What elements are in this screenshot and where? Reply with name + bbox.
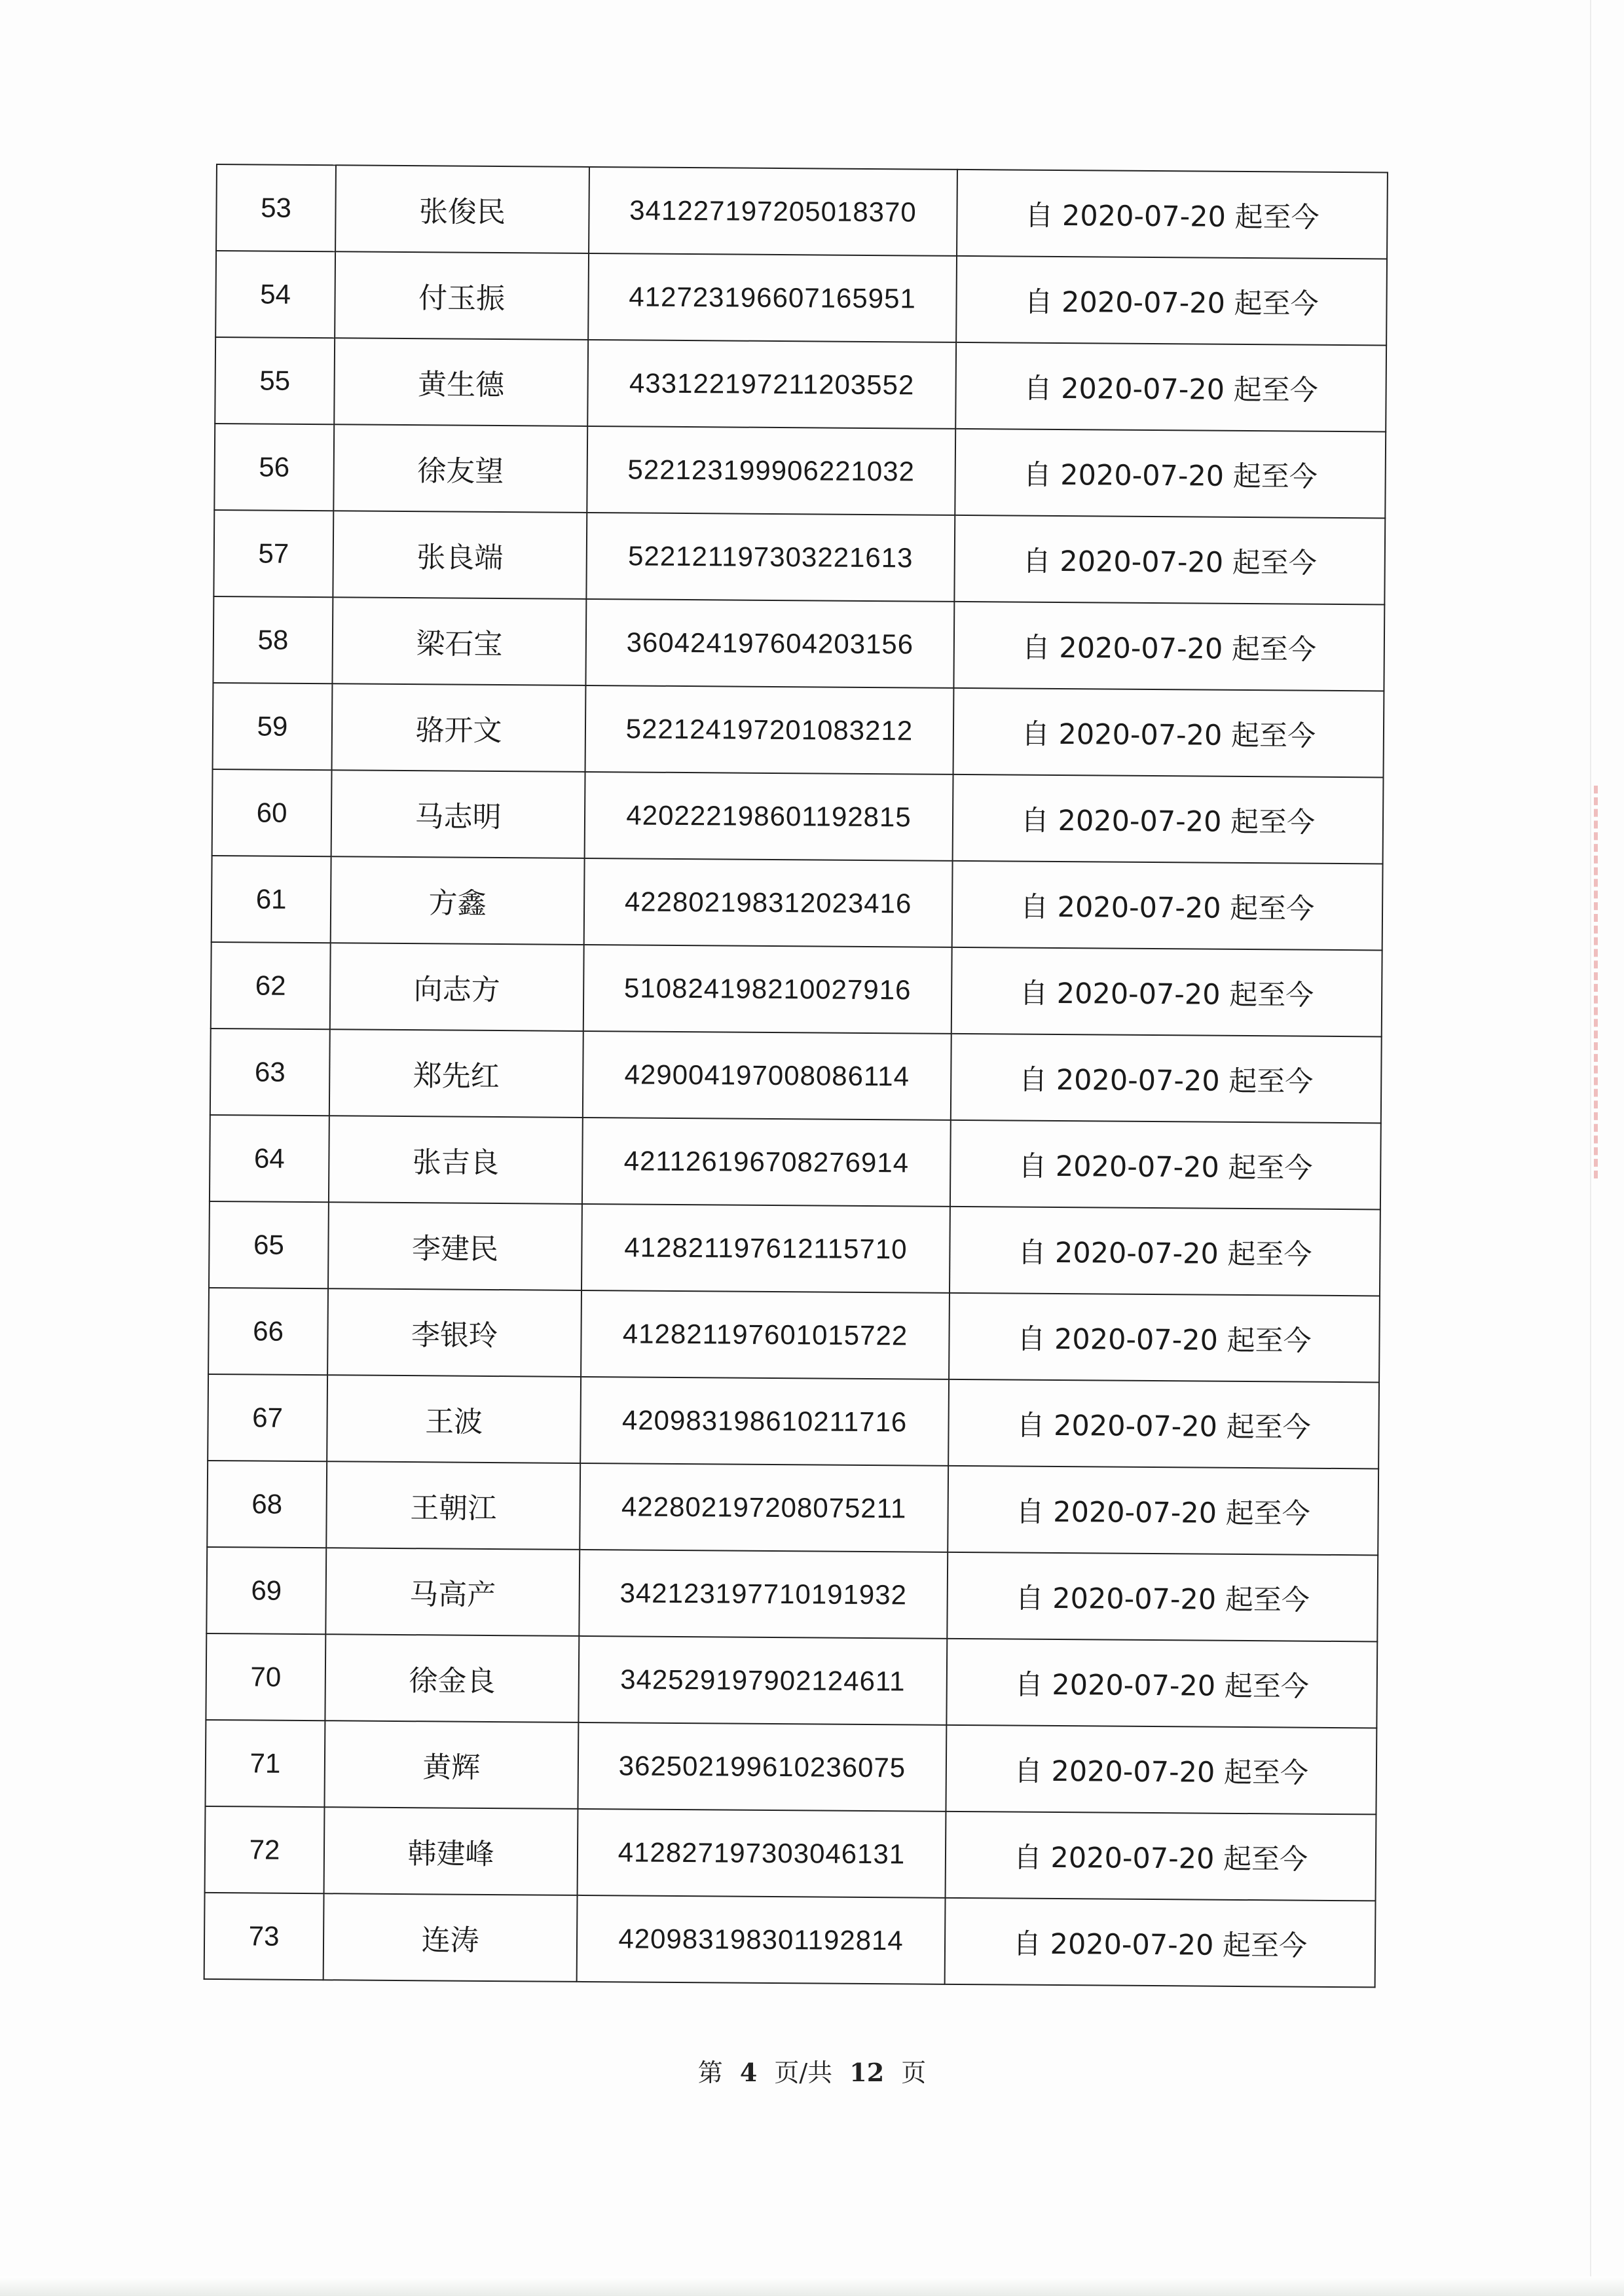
row-number-cell: 69 bbox=[206, 1547, 326, 1634]
employment-period-cell: 自 2020-07-20 起至今 bbox=[954, 515, 1385, 605]
table-row bbox=[216, 164, 1388, 259]
red-seal-edge-mark bbox=[1594, 786, 1624, 1178]
table-row bbox=[213, 510, 1385, 604]
employment-period-cell: 自 2020-07-20 起至今 bbox=[950, 1120, 1381, 1210]
row-number-cell: 65 bbox=[209, 1201, 329, 1288]
row-number-cell: 54 bbox=[215, 251, 335, 338]
employment-period-cell: 自 2020-07-20 起至今 bbox=[952, 861, 1383, 951]
id-number-cell: 429004197008086114 bbox=[583, 1031, 951, 1120]
table-row bbox=[208, 1374, 1379, 1468]
person-name-cell: 张吉良 bbox=[329, 1116, 583, 1204]
person-name-cell: 连涛 bbox=[323, 1893, 578, 1982]
employment-period-cell: 自 2020-07-20 起至今 bbox=[953, 688, 1384, 778]
employment-period-cell: 自 2020-07-20 起至今 bbox=[957, 170, 1388, 259]
row-number-cell: 73 bbox=[204, 1893, 324, 1980]
table-row bbox=[207, 1461, 1378, 1555]
person-name-cell: 徐友望 bbox=[333, 424, 587, 513]
person-name-cell: 向志方 bbox=[330, 943, 584, 1031]
employment-period-cell: 自 2020-07-20 起至今 bbox=[950, 1207, 1380, 1296]
person-name-cell: 付玉振 bbox=[335, 251, 589, 340]
employment-period-cell: 自 2020-07-20 起至今 bbox=[946, 1639, 1377, 1728]
table-row bbox=[206, 1633, 1377, 1728]
roster-table bbox=[204, 164, 1388, 1988]
row-number-cell: 59 bbox=[213, 683, 333, 770]
employment-period-cell: 自 2020-07-20 起至今 bbox=[951, 1034, 1382, 1123]
id-number-cell: 362502199610236075 bbox=[578, 1722, 946, 1812]
id-number-cell: 433122197211203552 bbox=[587, 340, 956, 429]
employment-period-cell: 自 2020-07-20 起至今 bbox=[946, 1812, 1376, 1901]
row-number-cell: 66 bbox=[208, 1288, 328, 1375]
table-row bbox=[213, 596, 1384, 691]
id-number-cell: 420222198601192815 bbox=[585, 772, 953, 861]
roster-table-container bbox=[204, 164, 1382, 1988]
employment-period-cell: 自 2020-07-20 起至今 bbox=[955, 342, 1386, 432]
row-number-cell: 53 bbox=[216, 164, 336, 251]
employment-period-cell: 自 2020-07-20 起至今 bbox=[945, 1898, 1376, 1988]
person-name-cell: 张俊民 bbox=[335, 165, 589, 253]
id-number-cell: 412821197601015722 bbox=[581, 1290, 950, 1379]
employment-period-cell: 自 2020-07-20 起至今 bbox=[953, 602, 1384, 691]
table-row bbox=[210, 1115, 1381, 1209]
id-number-cell: 360424197604203156 bbox=[585, 599, 954, 688]
table-row bbox=[215, 337, 1386, 431]
table-row bbox=[206, 1547, 1378, 1641]
employment-period-cell: 自 2020-07-20 起至今 bbox=[953, 774, 1384, 864]
row-number-cell: 61 bbox=[212, 856, 331, 943]
id-number-cell: 342123197710191932 bbox=[579, 1550, 948, 1639]
id-number-cell: 342529197902124611 bbox=[578, 1636, 947, 1725]
person-name-cell: 张良端 bbox=[333, 511, 587, 599]
table-row bbox=[214, 424, 1386, 518]
table-row bbox=[212, 769, 1384, 864]
row-number-cell: 67 bbox=[208, 1374, 327, 1461]
person-name-cell: 梁石宝 bbox=[332, 597, 586, 685]
id-number-cell: 422802197208075211 bbox=[580, 1463, 948, 1552]
person-name-cell: 韩建峰 bbox=[324, 1807, 578, 1895]
table-row bbox=[210, 1029, 1382, 1123]
table-row bbox=[213, 683, 1384, 777]
employment-period-cell: 自 2020-07-20 起至今 bbox=[949, 1293, 1380, 1383]
row-number-cell: 64 bbox=[210, 1115, 329, 1202]
employment-period-cell: 自 2020-07-20 起至今 bbox=[956, 256, 1387, 346]
person-name-cell: 郑先红 bbox=[329, 1029, 583, 1118]
employment-period-cell: 自 2020-07-20 起至今 bbox=[948, 1466, 1378, 1556]
id-number-cell: 341227197205018370 bbox=[589, 167, 957, 256]
row-number-cell: 62 bbox=[211, 942, 331, 1029]
id-number-cell: 412827197303046131 bbox=[578, 1809, 946, 1898]
row-number-cell: 58 bbox=[213, 596, 333, 683]
table-row bbox=[208, 1288, 1380, 1382]
page-footer bbox=[0, 2052, 1624, 2088]
person-name-cell: 骆开文 bbox=[332, 683, 586, 772]
table-row bbox=[204, 1893, 1376, 1987]
person-name-cell: 黄生德 bbox=[334, 338, 588, 426]
person-name-cell: 王朝江 bbox=[326, 1461, 580, 1550]
table-row bbox=[215, 251, 1387, 345]
id-number-cell: 421126196708276914 bbox=[582, 1118, 951, 1207]
employment-period-cell: 自 2020-07-20 起至今 bbox=[951, 947, 1382, 1037]
id-number-cell: 522124197201083212 bbox=[585, 685, 954, 774]
footer-total-pages: 12 bbox=[849, 2058, 885, 2087]
table-row bbox=[205, 1806, 1376, 1901]
person-name-cell: 黄辉 bbox=[324, 1721, 578, 1809]
id-number-cell: 412821197612115710 bbox=[581, 1204, 950, 1293]
footer-prefix: 第 bbox=[697, 2058, 723, 2087]
person-name-cell: 徐金良 bbox=[325, 1634, 579, 1722]
row-number-cell: 55 bbox=[215, 337, 335, 424]
table-row bbox=[212, 856, 1383, 950]
footer-middle: 页/共 bbox=[774, 2058, 833, 2087]
roster-table-body bbox=[204, 164, 1388, 1987]
id-number-cell: 420983198301192814 bbox=[577, 1895, 946, 1984]
person-name-cell: 李银玲 bbox=[327, 1288, 581, 1377]
footer-current-page: 4 bbox=[739, 2058, 758, 2087]
table-row bbox=[209, 1201, 1380, 1296]
row-number-cell: 72 bbox=[205, 1806, 325, 1893]
employment-period-cell: 自 2020-07-20 起至今 bbox=[947, 1552, 1378, 1642]
id-number-cell: 522121197303221613 bbox=[586, 513, 955, 602]
employment-period-cell: 自 2020-07-20 起至今 bbox=[946, 1725, 1376, 1815]
row-number-cell: 56 bbox=[214, 424, 334, 511]
person-name-cell: 王波 bbox=[327, 1375, 581, 1463]
row-number-cell: 63 bbox=[210, 1029, 330, 1116]
scan-fold-line bbox=[1590, 0, 1591, 2296]
footer-suffix: 页 bbox=[901, 2058, 927, 2087]
row-number-cell: 71 bbox=[205, 1720, 325, 1807]
id-number-cell: 510824198210027916 bbox=[583, 945, 952, 1034]
row-number-cell: 70 bbox=[206, 1633, 325, 1721]
person-name-cell: 马志明 bbox=[331, 770, 585, 858]
table-row bbox=[205, 1720, 1376, 1814]
employment-period-cell: 自 2020-07-20 起至今 bbox=[955, 429, 1386, 519]
scan-bottom-shade bbox=[0, 2276, 1624, 2296]
row-number-cell: 57 bbox=[213, 510, 333, 597]
row-number-cell: 68 bbox=[207, 1461, 327, 1548]
id-number-cell: 420983198610211716 bbox=[580, 1377, 949, 1466]
employment-period-cell: 自 2020-07-20 起至今 bbox=[948, 1379, 1379, 1469]
person-name-cell: 马高产 bbox=[325, 1548, 580, 1636]
person-name-cell: 李建民 bbox=[328, 1202, 582, 1290]
table-row bbox=[211, 942, 1382, 1036]
person-name-cell: 方鑫 bbox=[331, 856, 585, 945]
row-number-cell: 60 bbox=[212, 769, 332, 856]
id-number-cell: 412723196607165951 bbox=[588, 253, 957, 342]
id-number-cell: 422802198312023416 bbox=[584, 858, 953, 947]
id-number-cell: 522123199906221032 bbox=[587, 426, 955, 515]
